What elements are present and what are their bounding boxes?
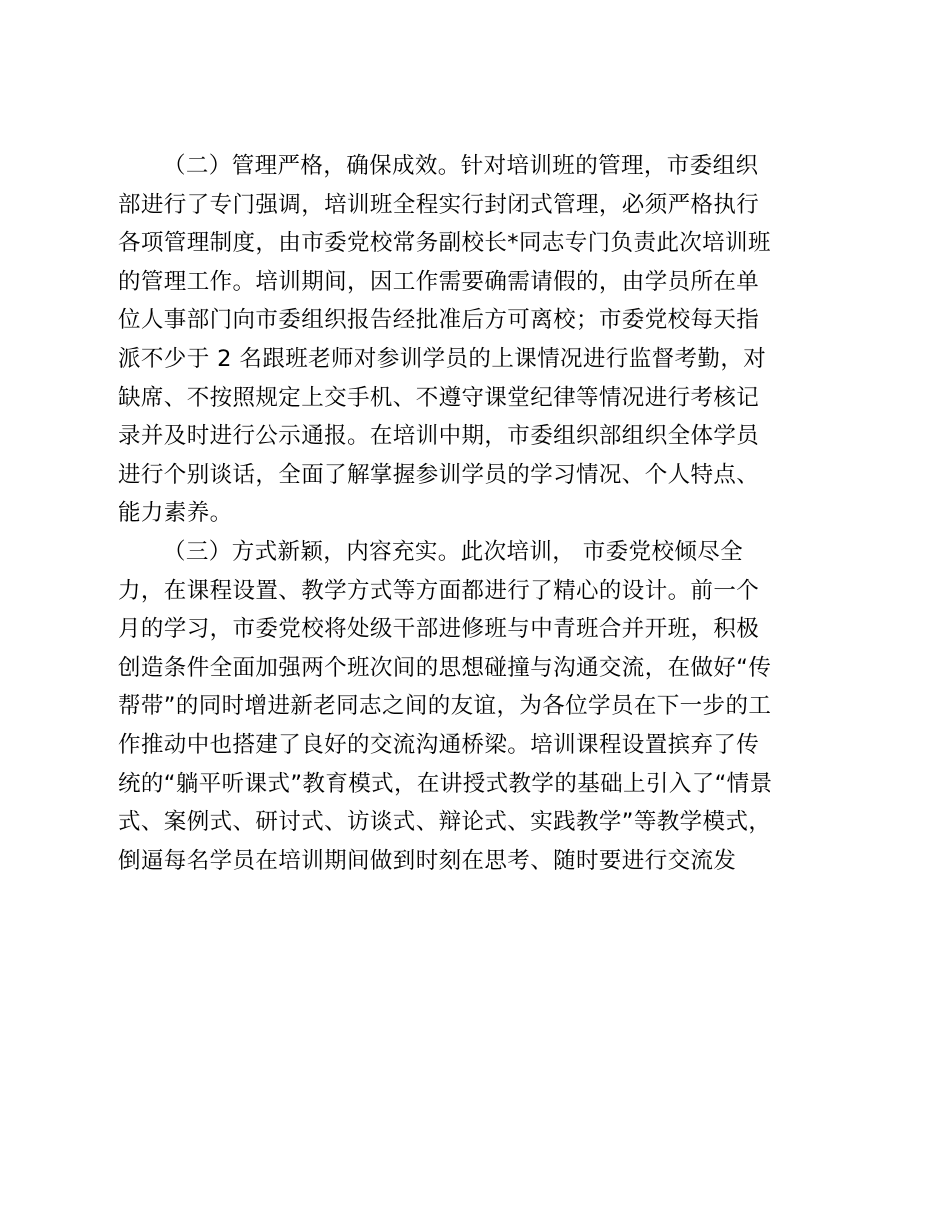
text-line: 录并及时进行公示通报。在培训中期，市委组织部组织全体学员 bbox=[118, 423, 760, 450]
text-line: 作推动中也搭建了良好的交流沟通桥梁。培训课程设置摈弃了传 bbox=[118, 731, 760, 758]
text-line: 缺席、不按照规定上交手机、不遵守课堂纪律等情况进行考核记 bbox=[118, 384, 760, 411]
text-line: 各项管理制度，由市委党校常务副校长*同志专门负责此次培训班 bbox=[118, 230, 771, 257]
body-text bbox=[118, 147, 838, 880]
text-line: 派不少于 2 名跟班老师对参训学员的上课情况进行监督考勤，对 bbox=[118, 345, 767, 372]
text-line: 能力素养。 bbox=[118, 500, 233, 527]
text-line: 的管理工作。培训期间，因工作需要确需请假的，由学员所在单 bbox=[118, 268, 760, 295]
text-line: 部进行了专门强调，培训班全程实行封闭式管理，必须严格执行 bbox=[118, 191, 760, 218]
text-line: 帮带”的同时增进新老同志之间的友谊，为各位学员在下一步的工 bbox=[118, 693, 772, 720]
text-line: 创造条件全面加强两个班次间的思想碰撞与沟通交流，在做好“传 bbox=[118, 654, 772, 681]
text-line: 月的学习，市委党校将处级干部进修班与中青班合并开班，积极 bbox=[118, 616, 760, 643]
paragraph-3-heading-line: （三）方式新颖，内容充实。此次培训， 市委党校倾尽全 bbox=[163, 538, 744, 565]
text-line: 位人事部门向市委组织报告经批准后方可离校；市委党校每天指 bbox=[118, 307, 760, 334]
text-line: 进行个别谈话，全面了解掌握参训学员的学习情况、个人特点、 bbox=[118, 461, 760, 488]
text-line: 统的“躺平听课式”教育模式，在讲授式教学的基础上引入了“情景 bbox=[118, 770, 773, 797]
text-line: 力，在课程设置、教学方式等方面都进行了精心的设计。前一个 bbox=[118, 577, 760, 604]
text-line: 倒逼每名学员在培训期间做到时刻在思考、随时要进行交流发 bbox=[118, 847, 737, 874]
text-line: 式、案例式、研讨式、访谈式、辩论式、实践教学”等教学模式， bbox=[118, 809, 772, 836]
paragraph-2-heading-line: （二）管理严格，确保成效。针对培训班的管理，市委组织 bbox=[163, 153, 759, 179]
